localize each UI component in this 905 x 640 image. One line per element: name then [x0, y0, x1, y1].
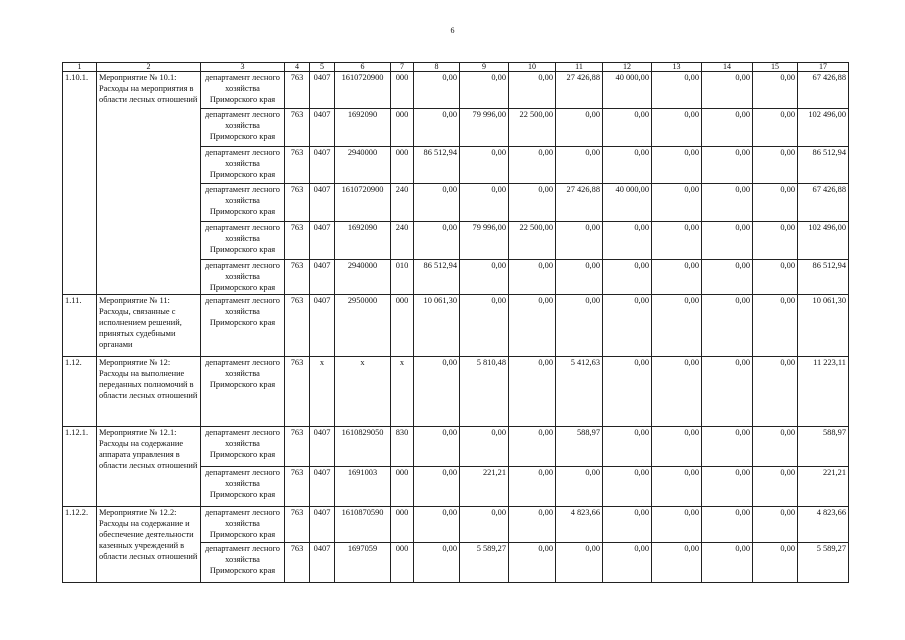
value-cell: 0,00 [652, 109, 702, 147]
value-cell: 221,21 [460, 467, 509, 507]
value-cell: 0,00 [702, 147, 753, 184]
column-header: 4 [285, 63, 310, 72]
table-row [63, 357, 849, 427]
column-header: 8 [414, 63, 460, 72]
value-cell: 4 823,66 [798, 507, 849, 543]
department-cell: департамент лесного хозяйства Приморского края [201, 222, 285, 260]
code-cell: 0407 [310, 184, 335, 222]
value-cell: 0,00 [603, 147, 652, 184]
value-cell: 0,00 [556, 543, 603, 583]
value-cell: 0,00 [603, 467, 652, 507]
value-cell: 0,00 [509, 260, 556, 295]
code-cell: 0407 [310, 109, 335, 147]
code-cell: 763 [285, 507, 310, 543]
value-cell: 5 589,27 [798, 543, 849, 583]
value-cell: 0,00 [509, 427, 556, 467]
value-cell: 79 996,00 [460, 222, 509, 260]
value-cell: 0,00 [460, 184, 509, 222]
column-header: 3 [201, 63, 285, 72]
value-cell: 27 426,88 [556, 72, 603, 109]
value-cell: 0,00 [509, 295, 556, 357]
value-cell: 0,00 [652, 72, 702, 109]
value-cell: 22 500,00 [509, 109, 556, 147]
value-cell: 0,00 [603, 357, 652, 427]
value-cell: 0,00 [556, 260, 603, 295]
code-cell: 0407 [310, 222, 335, 260]
code-cell: 763 [285, 260, 310, 295]
value-cell: 0,00 [753, 357, 798, 427]
item-name: Мероприятие № 11: Расходы, связанные с исполнением решений, принятых судебными органами [97, 295, 201, 357]
value-cell: 86 512,94 [798, 260, 849, 295]
column-header: 14 [702, 63, 753, 72]
value-cell: 0,00 [652, 543, 702, 583]
code-cell: 2940000 [335, 260, 391, 295]
code-cell: 1692090 [335, 222, 391, 260]
value-cell: 0,00 [652, 507, 702, 543]
table-row [63, 72, 849, 109]
column-header: 6 [335, 63, 391, 72]
column-header: 15 [753, 63, 798, 72]
value-cell: 5 412,63 [556, 357, 603, 427]
code-cell: 240 [391, 222, 414, 260]
code-cell: x [310, 357, 335, 427]
value-cell: 0,00 [603, 295, 652, 357]
value-cell: 0,00 [702, 260, 753, 295]
code-cell: 1691003 [335, 467, 391, 507]
column-header: 5 [310, 63, 335, 72]
code-cell: 2940000 [335, 147, 391, 184]
column-header: 13 [652, 63, 702, 72]
value-cell: 0,00 [556, 295, 603, 357]
table-row [63, 507, 849, 543]
value-cell: 0,00 [603, 543, 652, 583]
value-cell: 0,00 [652, 184, 702, 222]
value-cell: 79 996,00 [460, 109, 509, 147]
code-cell: 0407 [310, 147, 335, 184]
value-cell: 0,00 [702, 184, 753, 222]
value-cell: 0,00 [509, 543, 556, 583]
value-cell: 0,00 [509, 507, 556, 543]
value-cell: 86 512,94 [798, 147, 849, 184]
code-cell: 0407 [310, 543, 335, 583]
value-cell: 0,00 [652, 295, 702, 357]
item-code: 1.12.1. [63, 427, 97, 507]
value-cell: 0,00 [509, 357, 556, 427]
value-cell: 0,00 [753, 507, 798, 543]
code-cell: 0407 [310, 467, 335, 507]
value-cell: 86 512,94 [414, 260, 460, 295]
value-cell: 5 810,48 [460, 357, 509, 427]
value-cell: 0,00 [753, 260, 798, 295]
value-cell: 0,00 [460, 507, 509, 543]
code-cell: 2950000 [335, 295, 391, 357]
code-cell: 0407 [310, 507, 335, 543]
value-cell: 0,00 [460, 72, 509, 109]
value-cell: 0,00 [414, 543, 460, 583]
value-cell: 0,00 [652, 427, 702, 467]
value-cell: 0,00 [460, 427, 509, 467]
code-cell: 763 [285, 543, 310, 583]
department-cell: департамент лесного хозяйства Приморского края [201, 427, 285, 467]
value-cell: 0,00 [753, 184, 798, 222]
code-cell: 763 [285, 184, 310, 222]
value-cell: 0,00 [556, 109, 603, 147]
code-cell: 000 [391, 507, 414, 543]
header-row [63, 63, 849, 72]
value-cell: 0,00 [652, 260, 702, 295]
item-name: Мероприятие № 12.1: Расходы на содержание аппарата управления в области лесных отношений [97, 427, 201, 507]
value-cell: 102 496,00 [798, 109, 849, 147]
value-cell: 4 823,66 [556, 507, 603, 543]
page-number: 6 [450, 26, 455, 35]
column-header: 11 [556, 63, 603, 72]
code-cell: 1697059 [335, 543, 391, 583]
code-cell: 1610720900 [335, 72, 391, 109]
code-cell: x [391, 357, 414, 427]
code-cell: 000 [391, 109, 414, 147]
value-cell: 0,00 [509, 467, 556, 507]
value-cell: 0,00 [414, 357, 460, 427]
code-cell: 0407 [310, 72, 335, 109]
code-cell: 1610720900 [335, 184, 391, 222]
value-cell: 0,00 [652, 222, 702, 260]
column-header: 7 [391, 63, 414, 72]
column-header: 10 [509, 63, 556, 72]
table-row [63, 427, 849, 467]
value-cell: 0,00 [702, 357, 753, 427]
column-header: 1 [63, 63, 97, 72]
value-cell: 0,00 [556, 222, 603, 260]
value-cell: 0,00 [652, 357, 702, 427]
code-cell: 763 [285, 357, 310, 427]
code-cell: 000 [391, 295, 414, 357]
value-cell: 0,00 [556, 467, 603, 507]
department-cell: департамент лесного хозяйства Приморского края [201, 357, 285, 427]
value-cell: 0,00 [753, 543, 798, 583]
table-row [63, 295, 849, 357]
code-cell: 0407 [310, 427, 335, 467]
value-cell: 0,00 [702, 543, 753, 583]
value-cell: 588,97 [798, 427, 849, 467]
value-cell: 0,00 [509, 184, 556, 222]
value-cell: 40 000,00 [603, 184, 652, 222]
value-cell: 0,00 [414, 72, 460, 109]
column-header: 2 [97, 63, 201, 72]
value-cell: 0,00 [414, 427, 460, 467]
item-code: 1.12. [63, 357, 97, 427]
value-cell: 27 426,88 [556, 184, 603, 222]
department-cell: департамент лесного хозяйства Приморского края [201, 467, 285, 507]
value-cell: 0,00 [460, 295, 509, 357]
value-cell: 0,00 [753, 222, 798, 260]
code-cell: 000 [391, 147, 414, 184]
value-cell: 0,00 [603, 222, 652, 260]
department-cell: департамент лесного хозяйства Приморского края [201, 184, 285, 222]
department-cell: департамент лесного хозяйства Приморского края [201, 295, 285, 357]
department-cell: департамент лесного хозяйства Приморского края [201, 147, 285, 184]
code-cell: 763 [285, 295, 310, 357]
code-cell: 763 [285, 467, 310, 507]
item-name: Мероприятие № 12.2: Расходы на содержание и обеспечение деятельности казенных учреждений в области лесных отношений [97, 507, 201, 583]
value-cell: 5 589,27 [460, 543, 509, 583]
code-cell: 0407 [310, 295, 335, 357]
department-cell: департамент лесного хозяйства Приморского края [201, 260, 285, 295]
department-cell: департамент лесного хозяйства Приморского края [201, 543, 285, 583]
value-cell: 0,00 [702, 467, 753, 507]
value-cell: 0,00 [556, 147, 603, 184]
code-cell: 000 [391, 543, 414, 583]
value-cell: 0,00 [753, 295, 798, 357]
value-cell: 67 426,88 [798, 72, 849, 109]
value-cell: 0,00 [603, 507, 652, 543]
value-cell: 0,00 [702, 109, 753, 147]
code-cell: 240 [391, 184, 414, 222]
value-cell: 0,00 [509, 72, 556, 109]
value-cell: 0,00 [753, 72, 798, 109]
item-name: Мероприятие № 10.1: Расходы на мероприятия в области лесных отношений [97, 72, 201, 295]
value-cell: 0,00 [753, 467, 798, 507]
column-header: 17 [798, 63, 849, 72]
value-cell: 40 000,00 [603, 72, 652, 109]
budget-table [62, 62, 849, 583]
value-cell: 0,00 [702, 427, 753, 467]
value-cell: 0,00 [414, 507, 460, 543]
value-cell: 0,00 [702, 222, 753, 260]
value-cell: 0,00 [460, 147, 509, 184]
department-cell: департамент лесного хозяйства Приморского края [201, 72, 285, 109]
value-cell: 0,00 [603, 260, 652, 295]
department-cell: департамент лесного хозяйства Приморского края [201, 507, 285, 543]
value-cell: 0,00 [753, 147, 798, 184]
value-cell: 0,00 [414, 222, 460, 260]
value-cell: 0,00 [509, 147, 556, 184]
value-cell: 221,21 [798, 467, 849, 507]
code-cell: 1610829050 [335, 427, 391, 467]
code-cell: 000 [391, 72, 414, 109]
value-cell: 0,00 [603, 109, 652, 147]
value-cell: 10 061,30 [414, 295, 460, 357]
value-cell: 86 512,94 [414, 147, 460, 184]
item-name: Мероприятие № 12: Расходы на выполнение переданных полномочий в области лесных отношений [97, 357, 201, 427]
code-cell: 1692090 [335, 109, 391, 147]
item-code: 1.10.1. [63, 72, 97, 295]
value-cell: 10 061,30 [798, 295, 849, 357]
code-cell: 0407 [310, 260, 335, 295]
value-cell: 0,00 [652, 147, 702, 184]
value-cell: 22 500,00 [509, 222, 556, 260]
value-cell: 0,00 [414, 467, 460, 507]
value-cell: 0,00 [460, 260, 509, 295]
value-cell: 0,00 [753, 427, 798, 467]
value-cell: 0,00 [702, 295, 753, 357]
code-cell: 763 [285, 147, 310, 184]
code-cell: 830 [391, 427, 414, 467]
code-cell: 763 [285, 72, 310, 109]
value-cell: 67 426,88 [798, 184, 849, 222]
item-code: 1.12.2. [63, 507, 97, 583]
code-cell: 763 [285, 427, 310, 467]
code-cell: x [335, 357, 391, 427]
value-cell: 0,00 [603, 427, 652, 467]
column-header: 12 [603, 63, 652, 72]
value-cell: 11 223,11 [798, 357, 849, 427]
value-cell: 0,00 [702, 507, 753, 543]
column-header: 9 [460, 63, 509, 72]
code-cell: 1610870590 [335, 507, 391, 543]
code-cell: 763 [285, 222, 310, 260]
value-cell: 0,00 [652, 467, 702, 507]
code-cell: 010 [391, 260, 414, 295]
value-cell: 588,97 [556, 427, 603, 467]
value-cell: 0,00 [702, 72, 753, 109]
value-cell: 102 496,00 [798, 222, 849, 260]
code-cell: 763 [285, 109, 310, 147]
value-cell: 0,00 [414, 109, 460, 147]
value-cell: 0,00 [414, 184, 460, 222]
value-cell: 0,00 [753, 109, 798, 147]
code-cell: 000 [391, 467, 414, 507]
department-cell: департамент лесного хозяйства Приморского края [201, 109, 285, 147]
item-code: 1.11. [63, 295, 97, 357]
